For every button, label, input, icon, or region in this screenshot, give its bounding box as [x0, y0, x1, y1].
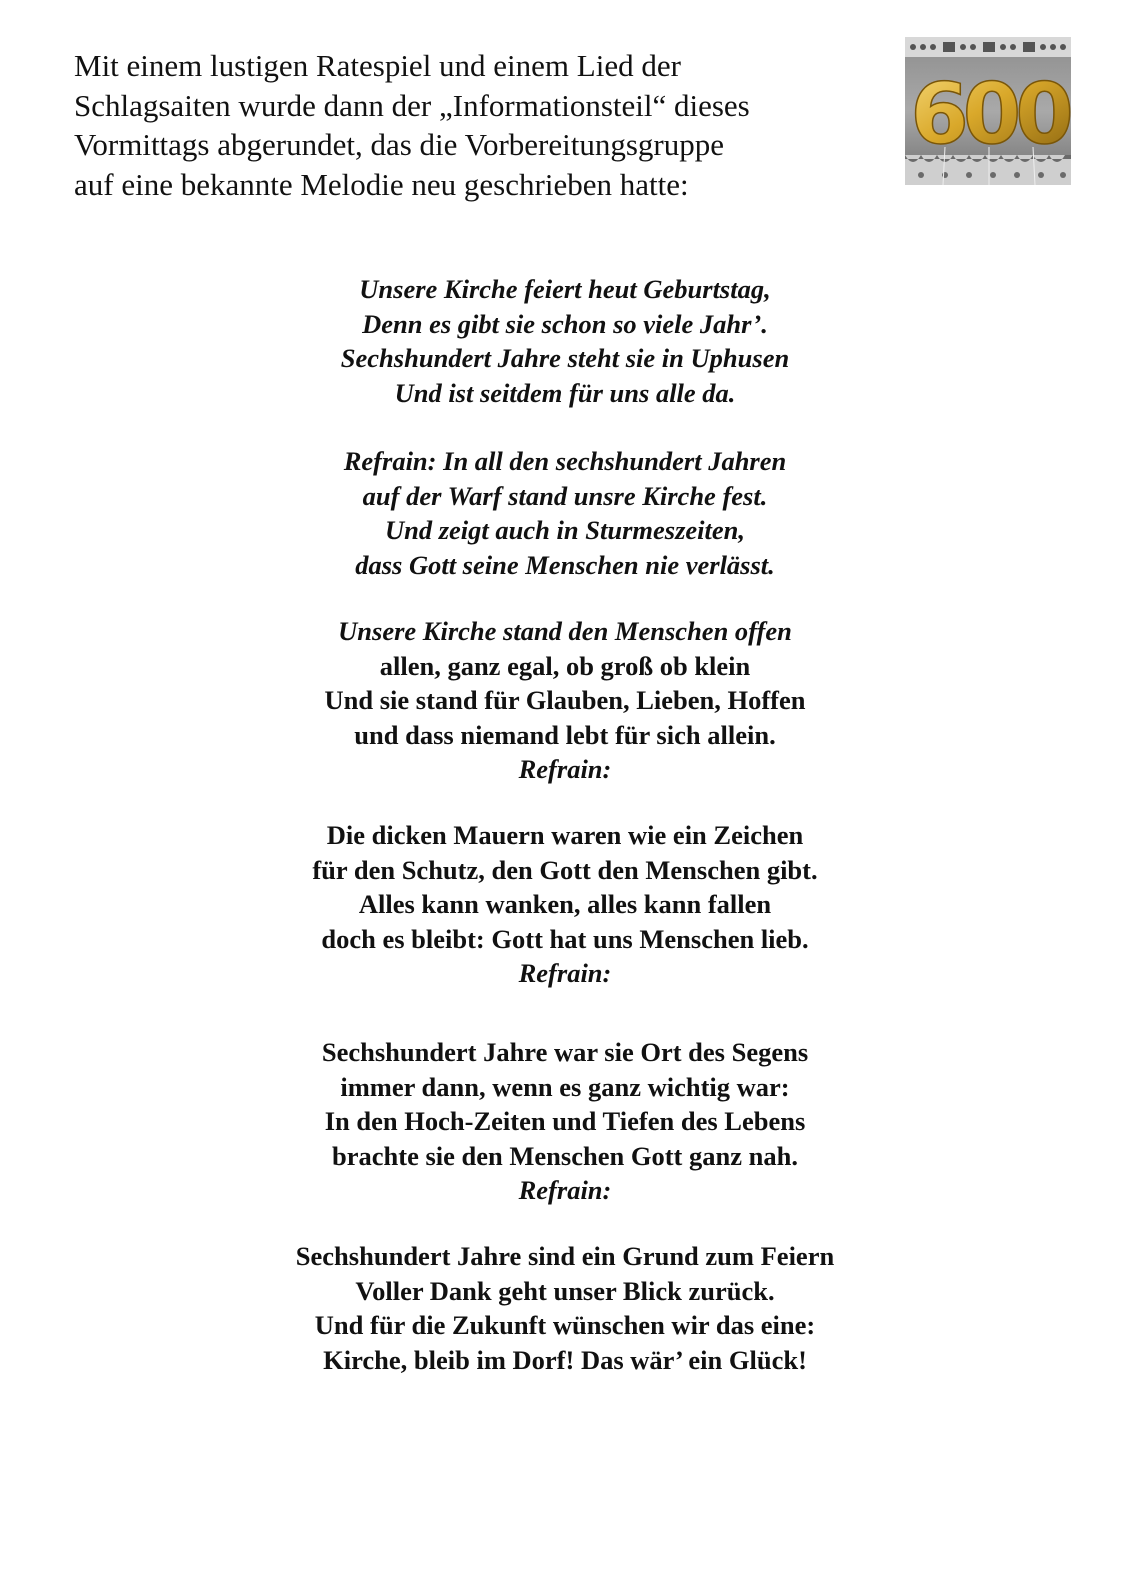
verse-3: [0, 818, 1130, 991]
refrain-line: Und zeigt auch in Sturmeszeiten,: [384, 515, 746, 546]
verse-line: und dass niemand lebt für sich allein.: [354, 719, 776, 750]
intro-line: auf eine bekannte Melodie neu geschrieben hatte:: [74, 166, 689, 202]
verse-line: Sechshundert Jahre war sie Ort des Segens: [321, 1037, 809, 1067]
intro-line: Mit einem lustigen Ratespiel und einem Lied der: [74, 48, 681, 83]
verse-1: [0, 272, 1130, 410]
verse-line: brachte sie den Menschen Gott ganz nah.: [332, 1140, 798, 1171]
verse-line: allen, ganz egal, ob groß ob klein: [379, 650, 751, 681]
intro-line: Schlagsaiten wurde dann der „Informationsteil“ dieses: [74, 87, 750, 123]
intro-line: Vormittags abgerundet, das die Vorbereitungsgruppe: [74, 127, 725, 162]
verse-4: [0, 1035, 1130, 1208]
balloon-digits: 600: [910, 65, 1068, 163]
verse-line: Kirche, bleib im Dorf! Das wär’ ein Glück!: [323, 1344, 807, 1375]
refrain-marker: Refrain:: [518, 958, 612, 989]
verse-line: Sechshundert Jahre steht sie in Uphusen: [340, 343, 790, 374]
verse-5: [0, 1239, 1130, 1377]
verse-2: [0, 614, 1130, 787]
refrain-marker: Refrain:: [518, 1175, 612, 1206]
intro-paragraph: [74, 46, 894, 204]
verse-line: Voller Dank geht unser Blick zurück.: [355, 1275, 775, 1306]
verse-line: Unsere Kirche feiert heut Geburtstag,: [359, 274, 771, 304]
verse-line: Und für die Zukunft wünschen wir das eine:: [314, 1310, 816, 1341]
verse-line: Alles kann wanken, alles kann fallen: [358, 889, 772, 920]
verse-line: Die dicken Mauern waren wie ein Zeichen: [326, 820, 804, 850]
verse-line: doch es bleibt: Gott hat uns Menschen lieb.: [321, 923, 809, 954]
verse-line: für den Schutz, den Gott den Menschen gibt.: [312, 854, 818, 885]
refrain-marker: Refrain:: [518, 754, 612, 785]
refrain: [0, 444, 1130, 582]
balloons-600-photo: [905, 37, 1071, 185]
verse-line: Und ist seitdem für uns alle da.: [394, 377, 736, 408]
verse-line: Sechshundert Jahre sind ein Grund zum Feiern: [295, 1241, 835, 1271]
balloons-image: [905, 37, 1071, 185]
verse-line: Und sie stand für Glauben, Lieben, Hoffen: [324, 685, 806, 716]
verse-line: In den Hoch-Zeiten und Tiefen des Lebens: [324, 1106, 806, 1137]
verse-line: immer dann, wenn es ganz wichtig war:: [340, 1071, 790, 1102]
verse-line: Denn es gibt sie schon so viele Jahr’.: [362, 308, 768, 339]
refrain-line: dass Gott seine Menschen nie verlässt.: [355, 549, 775, 580]
verse-line: Unsere Kirche stand den Menschen offen: [338, 616, 792, 646]
refrain-line: auf der Warf stand unsre Kirche fest.: [362, 480, 768, 511]
refrain-line: Refrain: In all den sechshundert Jahren: [343, 446, 787, 476]
